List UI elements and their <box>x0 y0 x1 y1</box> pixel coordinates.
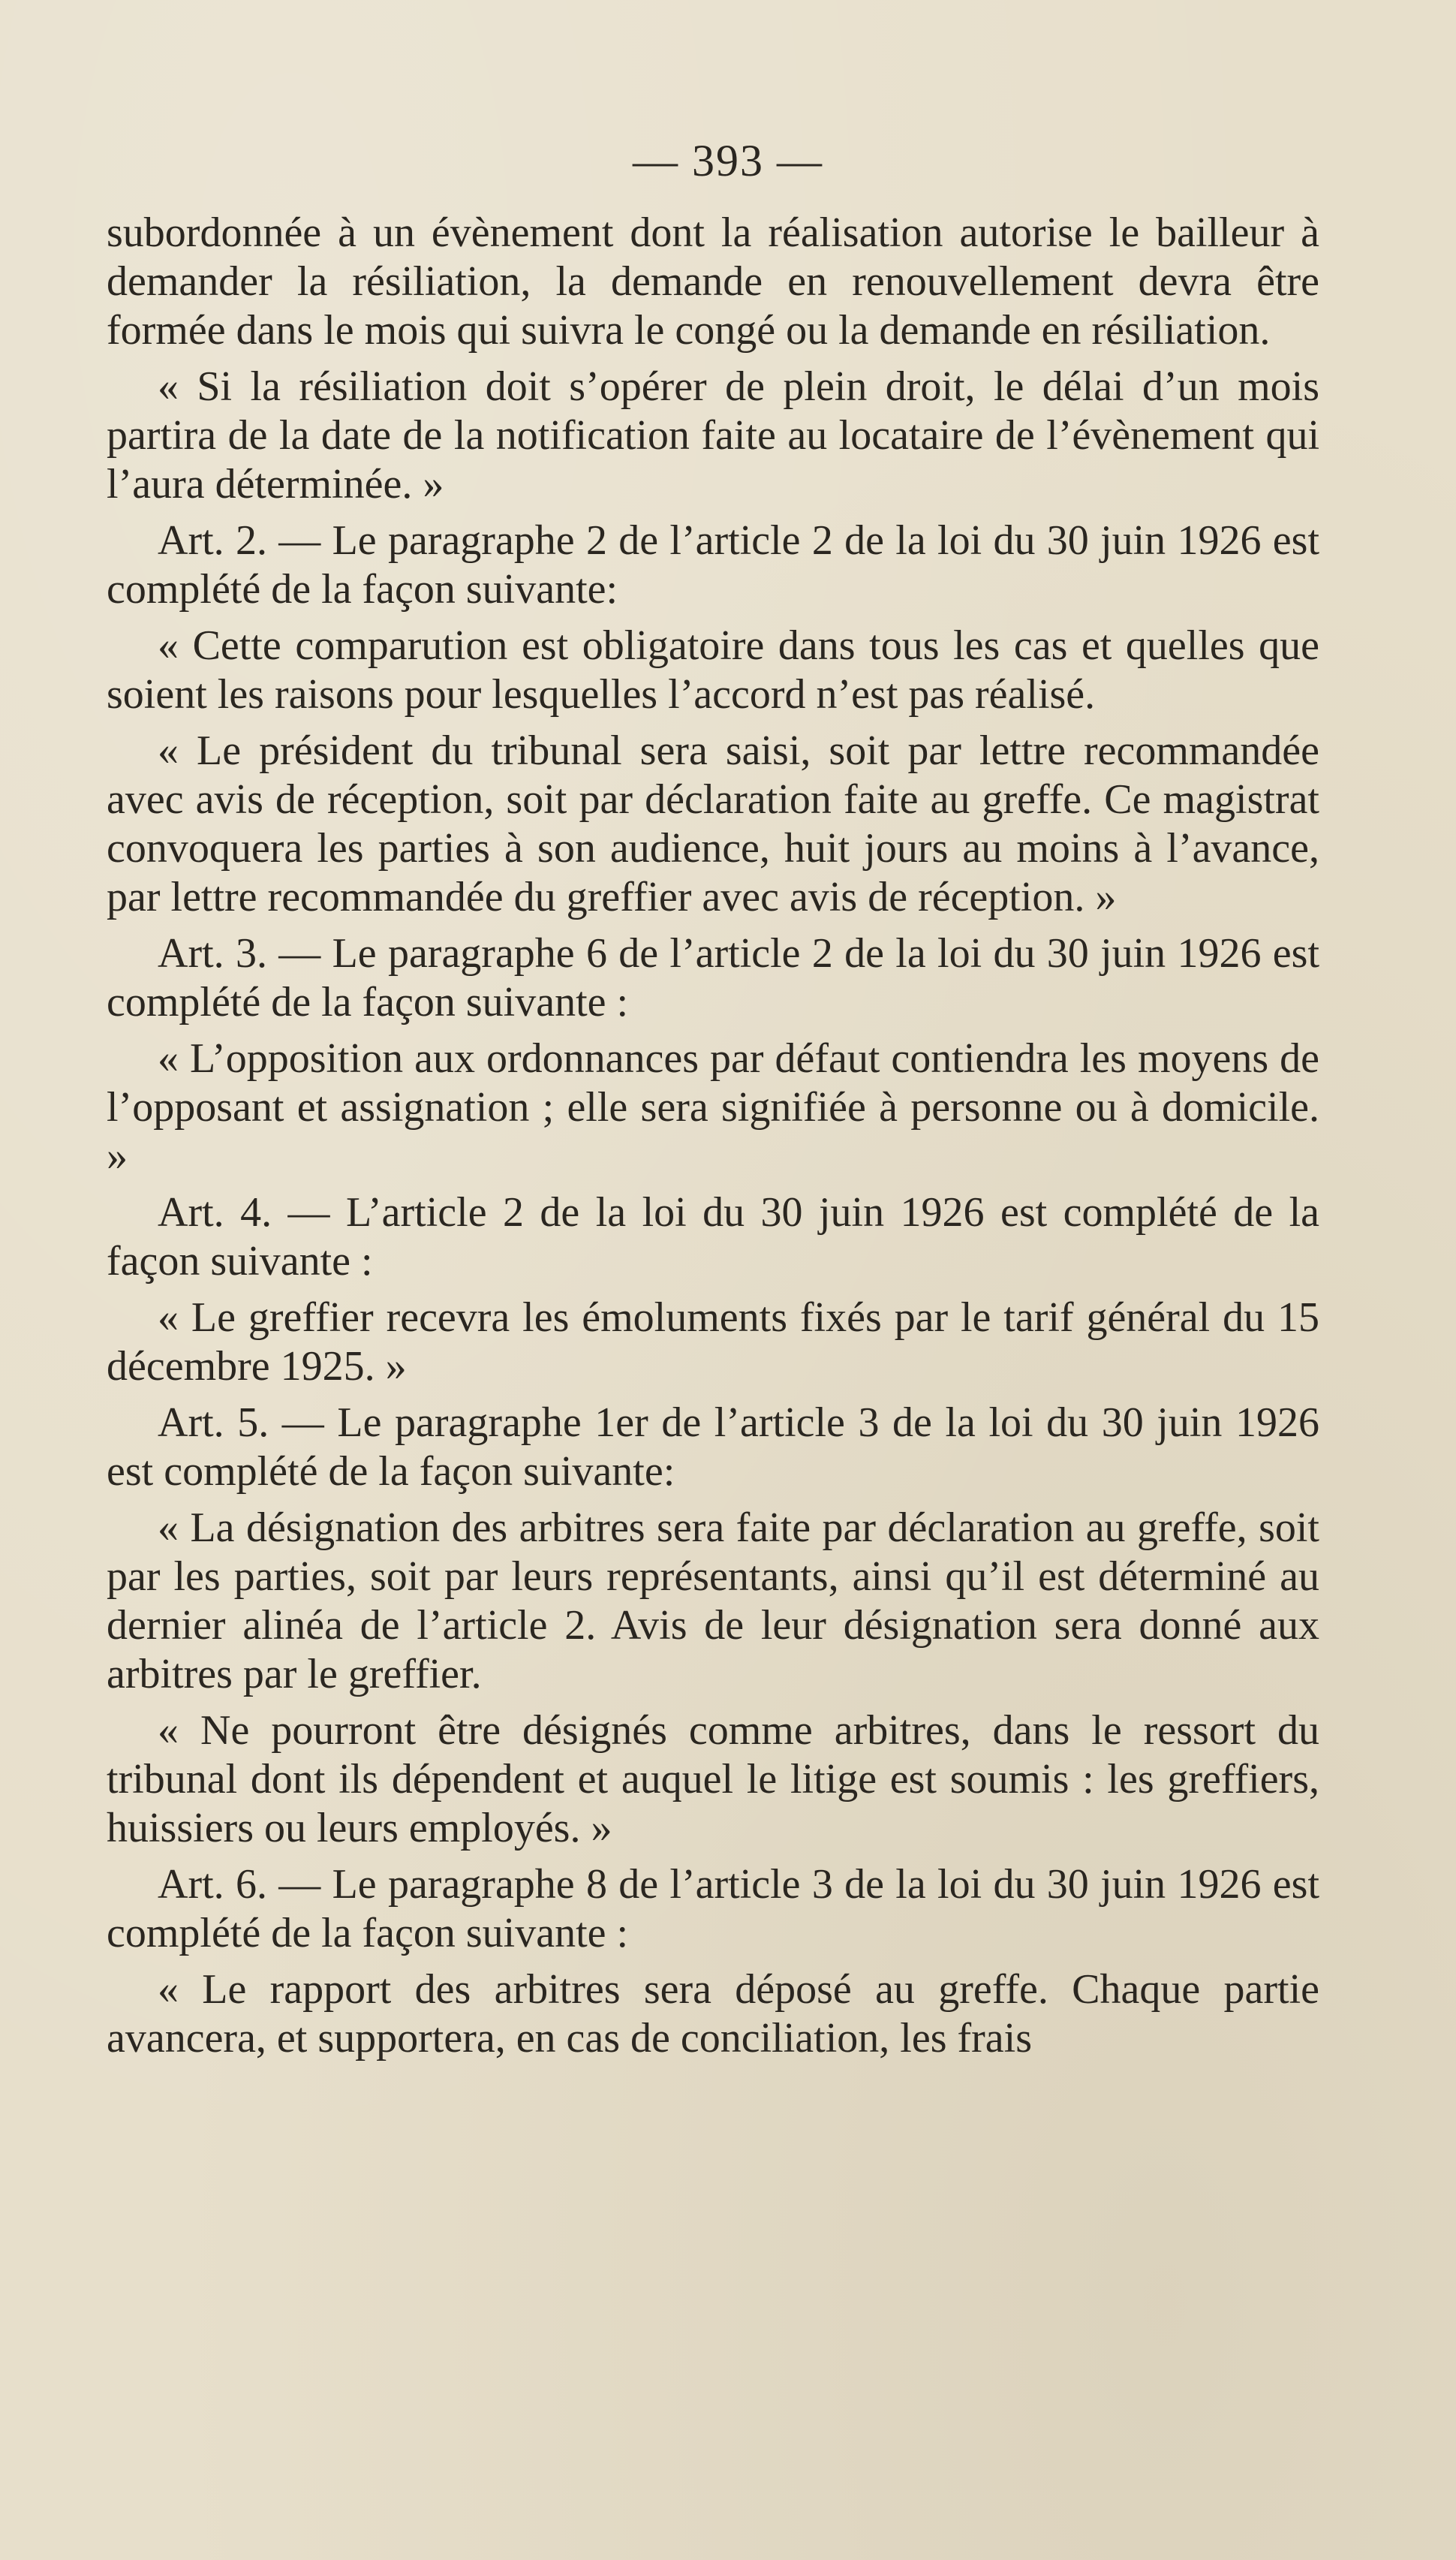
article-4-heading: Art. 4. — L’article 2 de la loi du 30 juin 1926 est complété de la façon suivante : <box>107 1189 1319 1285</box>
paragraph-14: « Le rapport des arbitres sera déposé au greffe. Chaque partie avancera, et supportera, en cas de conciliation, les frais <box>107 1966 1319 2062</box>
paragraph-12: « Ne pourront être désignés comme arbitres, dans le ressort du tribunal dont ils dépendent et auquel le litige est soumis : les greffiers, huissiers ou leurs employés. » <box>107 1707 1319 1851</box>
paragraph-9: « Le greffier recevra les émoluments fixés par le tarif général du 15 décembre 1925. » <box>107 1294 1319 1390</box>
article-2-heading: Art. 2. — Le paragraphe 2 de l’article 2 de la loi du 30 juin 1926 est complété de la façon suivante: <box>107 517 1319 613</box>
paragraph-2: « Si la résiliation doit s’opérer de plein droit, le délai d’un mois partira de la date de la notification faite au locataire de l’évènement qui l’aura déterminée. » <box>107 363 1319 507</box>
paragraph-5: « Le président du tribunal sera saisi, soit par lettre recommandée avec avis de réception, soit par déclaration faite au greffe. Ce magistrat convoquera les parties à son audience, huit jours au moins à l’avance, par lettre recommandée du greffier avec avis de réception. » <box>107 727 1319 920</box>
article-6-heading: Art. 6. — Le paragraphe 8 de l’article 3 de la loi du 30 juin 1926 est complété de la façon suivante : <box>107 1861 1319 1956</box>
paragraph-1: subordonnée à un évènement dont la réalisation autorise le bailleur à demander la résiliation, la demande en renouvellement devra être formée dans le mois qui suivra le congé ou la demande en résiliation. <box>107 209 1319 354</box>
paragraph-4: « Cette comparution est obligatoire dans tous les cas et quelles que soient les raisons pour lesquelles l’accord n’est pas réalisé. <box>107 622 1319 718</box>
article-5-heading: Art. 5. — Le paragraphe 1er de l’article 3 de la loi du 30 juin 1926 est complété de la façon suivante: <box>107 1399 1319 1495</box>
article-3-heading: Art. 3. — Le paragraphe 6 de l’article 2 de la loi du 30 juin 1926 est complété de la façon suivante : <box>107 930 1319 1026</box>
body-text <box>107 209 1319 2071</box>
paragraph-7: « L’opposition aux ordonnances par défaut contiendra les moyens de l’opposant et assignation ; elle sera signifiée à personne ou à domicile. » <box>107 1035 1319 1179</box>
paragraph-11: « La désignation des arbitres sera faite par déclaration au greffe, soit par les parties, soit par leurs représentants, ainsi qu’il est déterminé au dernier alinéa de l’article 2. Avis de leur désignation sera donné aux arbitres par le greffier. <box>107 1504 1319 1697</box>
page-number: — 393 — <box>633 136 823 185</box>
